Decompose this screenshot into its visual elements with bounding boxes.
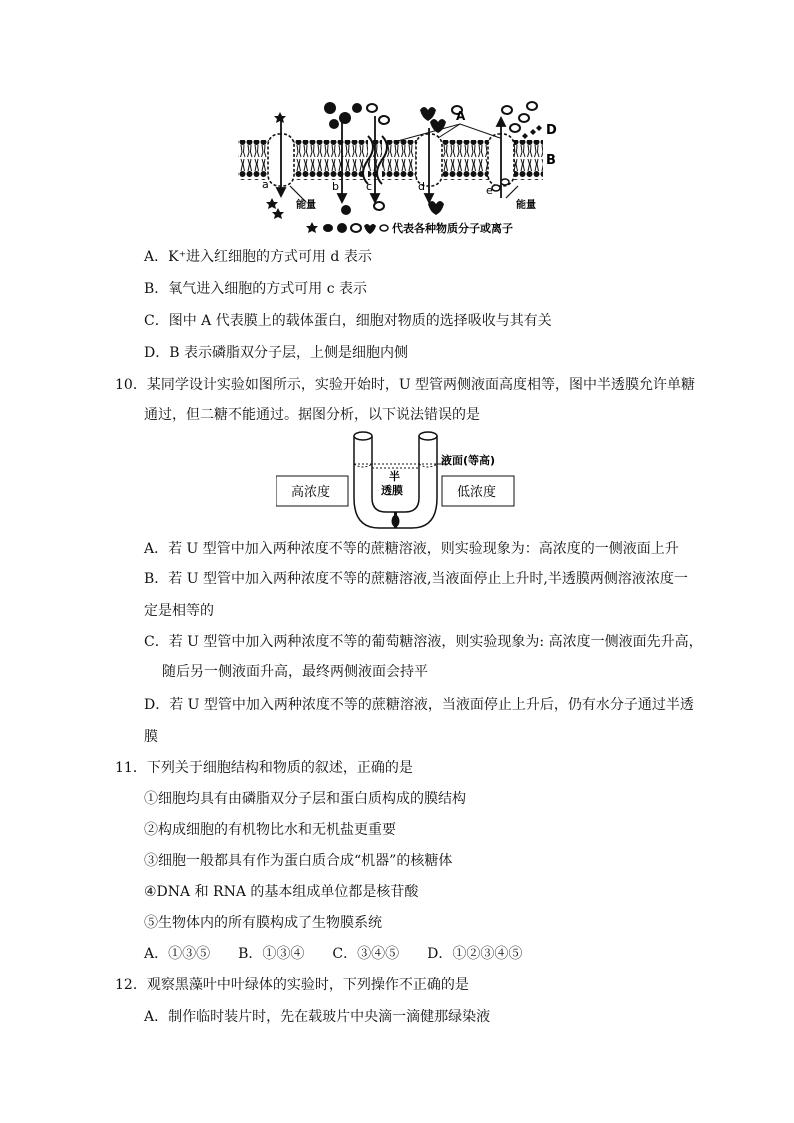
label-b: b (332, 180, 339, 193)
q10-option-c-line1: C．若 U 型管中加入两种浓度不等的葡萄糖溶液，则实验现象为: 高浓度一侧液面先升高， (144, 634, 703, 650)
q11-statement-5: ⑤生物体内的所有膜构成了生物膜系统 (144, 915, 382, 931)
q10-option-b-line1: B．若 U 型管中加入两种浓度不等的蔗糖溶液,当液面停止上升时,半透膜两侧溶液浓度一 (144, 571, 688, 587)
label-energy-right: 能量 (516, 200, 536, 211)
q10-option-d-line1: D．若 U 型管中加入两种浓度不等的蔗糖溶液，当液面停止上升后，仍有水分子通过半透 (144, 697, 694, 713)
q10-option-c-line2: 随后另一侧液面升高，最终两侧液面会持平 (162, 664, 428, 680)
label-A: A (456, 109, 466, 123)
label-d: d (418, 180, 425, 193)
q12-option-a: A．制作临时装片时，先在载玻片中央滴一滴健那绿染液 (144, 1009, 491, 1025)
q9-option-a: A．K⁺进入红细胞的方式可用 d 表示 (144, 249, 372, 265)
membrane-label-2: 透膜 (381, 484, 403, 497)
q9-option-c: C．图中 A 代表膜上的载体蛋白，细胞对物质的选择吸收与其有关 (144, 313, 552, 329)
q10-option-b-line2: 定是相等的 (144, 603, 214, 619)
q11-statement-1: ①细胞均具有由磷脂双分子层和蛋白质构成的膜结构 (144, 791, 466, 807)
energy-arrows (290, 186, 518, 202)
liquid-level (354, 464, 437, 468)
q12-stem: 12．观察黑藻叶中叶绿体的实验时，下列操作不正确的是 (115, 977, 469, 993)
membrane-label-1: 半 (389, 470, 400, 483)
q10-option-a: A．若 U 型管中加入两种浓度不等的蔗糖溶液，则实验现象为：高浓度的一侧液面上升 (144, 541, 679, 557)
label-c: c (366, 180, 373, 193)
q11-options: A．①③⑤ B．①③④ C．③④⑤ D．①②③④⑤ (144, 946, 523, 962)
label-A-pointers (394, 124, 500, 142)
q9-option-d: D．B 表示磷脂双分子层，上侧是细胞内侧 (144, 345, 408, 361)
q10-stem-line2: 通过，但二糖不能通过。据图分析，以下说法错误的是 (144, 407, 480, 423)
q10-option-d-line2: 膜 (144, 729, 158, 745)
label-B: B (546, 153, 556, 168)
label-a: a (262, 178, 269, 191)
q11-statement-2: ②构成细胞的有机物比水和无机盐更重要 (144, 822, 396, 838)
high-concentration-label: 高浓度 (291, 485, 331, 500)
q11-statement-3: ③细胞一般都具有作为蛋白质合成“机器”的核糖体 (144, 853, 453, 869)
membrane-transport-figure (232, 98, 572, 238)
q9-option-b: B．氧气进入细胞的方式可用 c 表示 (144, 281, 368, 297)
label-e: e (486, 184, 493, 197)
legend-symbols (306, 222, 388, 234)
legend-text: 代表各种物质分子或离子 (392, 222, 513, 235)
label-D: D (546, 123, 557, 138)
q10-stem-line1: 10．某同学设计实验如图所示，实验开始时，U 型管两侧液面高度相等，图中半透膜允许单糖 (115, 377, 696, 393)
u-tube-figure (276, 428, 526, 538)
q11-statement-4: ④DNA 和 RNA 的基本组成单位都是核苷酸 (144, 884, 419, 900)
low-concentration-label: 低浓度 (457, 485, 497, 500)
label-energy-left: 能量 (296, 200, 316, 211)
q11-stem: 11．下列关于细胞结构和物质的叙述，正确的是 (115, 760, 413, 776)
liquid-level-label: 液面(等高) (441, 454, 496, 467)
